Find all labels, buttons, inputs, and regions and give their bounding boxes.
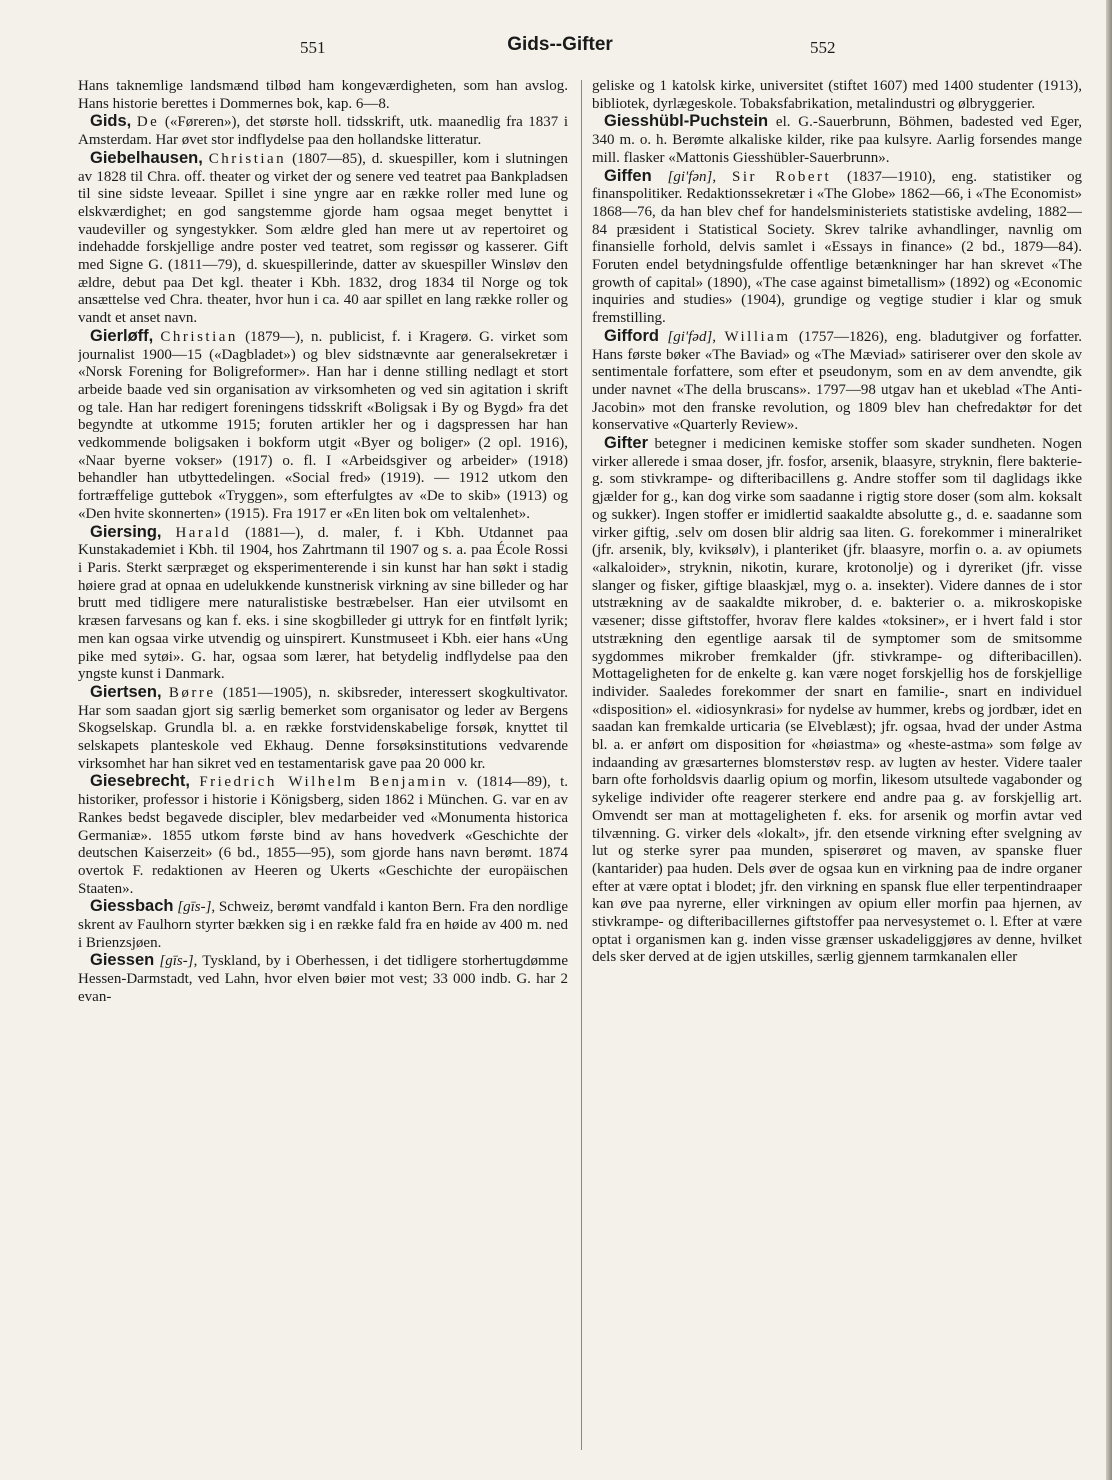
entry-text: (1879—), n. publicist, f. i Kragerø. G. virket som journalist 1900—15 («Dagbladet») og blev sidstnævnte aar generalsekretær i «Norsk Forening for Boligreformer». Han har i denne stilling nedlagt et stort arbeide baade ved sin organisation av virksomheten og ved sin agitation i skrift og tale. Han har redigert foreningens tidsskrift «Boligsak i By og Bygd» fra det begyndte at utkomme 1915; foruten artikler her og i dagspressen har han vedkommende boligsaken i bokform utgit «Byer og boliger» (2 opl. 1916), «Naar byerne vokser» (1917) o. fl. I «Arbeidsgiver og arbeider» (1918) behandler han utbyttedelingen. «Social fred» (1919). — 1912 utkom den fortræffelige guttebok «Tryggen», som efterfulgtes av «De to skib» (1913) og «Den hvite skonnerten» (1915). Fra 1917 er «En liten bok om veltalenhet».: [78, 328, 568, 522]
entry-text: , Schweiz, berømt vandfald i kanton Bern. Fra den nordlige skrent av Faulhorn styrter bækken sig i en række fald fra en høide av 400 m. ned i Brienzsjøen.: [78, 899, 568, 951]
dictionary-entry: Giffen [gi'fən], Sir Robert (1837—1910), eng. statistiker og finanspolitiker. Redaktionssekretær i «The Globe» 1862—66, i «The Economist» 1868—76, da han blev chef for handelsministeriets statistiske avdeling, 1882—84 præsident i Statistical Society. Skrev talrike avhandlinger, navnlig om finansielle forhold, delvis samlet i «Essays in finance» (2 bd., 1879—84). Foruten endel betydningsfulde offentlige betænkninger har han skrevet «The growth of capital» (1890), «The case against bimetallism» (1892) og «Economic inquiries and studies» (1904), grundige og vegtige studier i klar og smuk fremstilling.: [592, 166, 1082, 327]
dictionary-entry: [592, 435, 1082, 967]
dictionary-entry: [78, 898, 568, 952]
column-divider: [581, 80, 582, 1450]
entry-text: v. (1814—89), t. historiker, professor i historie i Königsberg, siden 1862 i München. G. var en av Rankes bedst begavede discipler, blev medarbeider ved «Monumenta historica Germaniæ». 1855 utkom første bind av hans hovedverk «Geschichte der deutschen Kaiserzeit» (6 bd., 1855—95), som gjorde hans navn berømt. 1874 overtok F. redaktionen av Heeren og Ukerts «Geschichte der europäischen Staaten».: [78, 774, 568, 897]
entry-text: Hans taknemlige landsmænd tilbød ham kongeværdigheten, som han avslog. Hans historie berettes i Dommernes bok, kap. 6—8.: [78, 78, 568, 112]
entry-person-name: De: [136, 114, 160, 131]
dictionary-entry: [78, 113, 568, 149]
entry-text: el. G.-Sauerbrunn, Böhmen, badested ved Eger, 340 m. o. h. Berømte alkaliske kilder, rike paa kulsyre. Aarlig forsendes mange mill. flasker «Mattonis Giesshübler-Sauerbrunn».: [592, 114, 1082, 166]
entry-person-name: Friedrich Wilhelm Benjamin: [199, 774, 448, 791]
right-column: [592, 78, 1082, 1463]
running-head: Gids--Gifter: [507, 34, 613, 55]
entry-headword: Gierløff,: [90, 326, 154, 345]
entry-headword: Gifter: [604, 434, 649, 453]
left-column: [78, 78, 568, 1463]
left-page-number: 551: [300, 38, 326, 57]
entry-text: betegner i medicinen kemiske stoffer som skader sundheten. Nogen virker allerede i smaa doser, jfr. fosfor, arsenik, blaasyre, stryknin, flere bakterie-g. som stivkrampe- og difteribacillens g. Andre stoffer som til daglidags ikke gjælder for g., kan dog virke som saadanne i rigtig store doser (som alm. koksalt og sukker). Ingen stoffer er imidlertid saakaldte absolutte g., d. e. saadanne som virker giftig, .selv om dosen blir aldrig saa liten. G. forekommer i mineralriket (jfr. arsenik, bly, kviksølv), i planteriket (jfr. blaasyre, morfin o. a. av opiumets «alkaloider», stryknin, nikotin, kurare, krotonolje) og i dyreriket (jfr. visse slanger og fisker, giftige blaaskjæl, myg o. a. insekter). Videre dannes de i stor utstrækning av de saakaldte mikrober, d. e. bakterier o. a. mikroskopiske væsener; disse giftstoffer, hvorav flere kaldes «toksiner», er i hvert fald i stor utstrækning den egentlige aarsak til de symptomer som de smitsomme sygdommes mikrober fremkalder (jfr. stivkrampe- og difteribacillen). Mottageligheten for de enkelte g. kan være noget forskjellig hos de forskjellige individer. Saaledes forekommer der snart en familie-, snart en individuel «disposition» el. «idiosynkrasi» for nydelse av hummer, krebs og jordbær, idet en saadan kan fremkalde urticaria (se Elveblæst); jfr. ogsaa, hvad der under Astma bl. a. er anført om disposition for «høiastma» og «heste-astma» som følge av indaanding av græsarternes blomsterstøv resp. av lugten av hester. Videre taaler barn ofte forholdsvis daarlig opium og morfin, likesom utsultede vagabonder og sykelige individer ofte reagerer sterkere end andre paa g. av forskjellig art. Omvendt ser man at mottageligheten f. eks. for arsenik og morfin avtar ved tilvænning. G. virker dels «lokalt», jfr. den etsende virkning efter svelgning av lut og sterke syrer paa munden, spiserøret og maven, av spanske fluer (kantarider) paa huden. Dels øver de ogsaa kun en virkning paa de indre organer efter at være optat i blodet; jfr. den virkning en spansk flue eller terpentindraaper kan øve paa nyrerne, eller virkningen av opium eller morfin paa hjernen, av stivkrampe- og difteribacillernes giftstoffer paa nervesystemet o. l. Efter at være optat i organismen kan g. inden visse grænser uskadeliggjøres av denne, hvilket dels sker derved at de igjen utskilles, særlig gjennem tarmkanalen eller: [592, 436, 1082, 966]
entry-person-name: William: [724, 328, 791, 345]
entry-text: (1837—1910), eng. statistiker og finanspolitiker. Redaktionssekretær i «The Globe» 1862—66, i «The Economist» 1868—76, da han blev chef for handelsministeriets statistiske avdeling, 1882—84 præsident i Statistical Society. Skrev talrike avhandlinger, navnlig om finansielle forhold, delvis samlet i «Essays in finance» (2 bd., 1879—84). Foruten endel betydningsfulde offentlige betænkninger har han skrevet «The growth of capital» (1890), «The case against bimetallism» (1892) og «Economic inquiries and studies» (1904), grundige og vegtige studier i klar og smuk fremstilling.: [592, 168, 1082, 327]
entry-person-name: Sir Robert: [732, 168, 832, 185]
entry-headword: Gids,: [90, 112, 132, 131]
dictionary-entry: [78, 684, 568, 774]
entry-text: geliske og 1 katolsk kirke, universitet (stiftet 1607) med 1400 studenter (1913), bibliotek, dyrlægeskole. Tobaksfabrikation, metalindustri og ølbryggerier.: [592, 78, 1082, 112]
entry-headword: Giessbach: [90, 897, 174, 916]
right-page-number: 552: [810, 38, 836, 57]
book-spine-edge: [1106, 0, 1112, 1480]
entry-headword: Giffen: [604, 166, 652, 185]
entry-headword: Giebelhausen,: [90, 148, 203, 167]
entry-continuation: [78, 78, 568, 113]
dictionary-entry: [78, 524, 568, 684]
entry-text: , Tyskland, by i Oberhessen, i det tidligere storhertugdømme Hessen-Darmstadt, ved Lahn, hvor elven bøier mot vest; 33 000 indb. G. har 2 evan-: [78, 953, 568, 1005]
entry-pronunciation: [gīs-]: [177, 899, 212, 916]
entry-person-name: Harald: [175, 524, 232, 541]
entry-headword: Giesebrecht,: [90, 772, 190, 791]
entry-continuation: [592, 78, 1082, 113]
entry-text: («Føreren»), det største holl. tidsskrift, utk. maanedlig fra 1837 i Amsterdam. Har øvet stor indflydelse paa den hollandske litteratur.: [78, 114, 568, 149]
entry-text: (1881—), d. maler, f. i Kbh. Utdannet paa Kunstakademiet i Kbh. til 1904, hos Zahrtmann til 1907 og s. a. paa École Rossi i Paris. Sterkt særpræget og eksperimenterende i sin kunst har han søkt i stadig høiere grad at opnaa en udelukkende kunstnerisk virkning av sine billeder og har brutt med tidligere mere naturalistiske bestræbelser. Han eier utvilsomt en kræsen farvesans og kan f. eks. i sine skogbilleder gi uttryk for en fintfølt lyrik; men kan ogsaa virke utvendig og uinspirert. Kunstmuseet i Kbh. eier hans «Ung pike med sytøi». G. har, ogsaa som lærer, hat betydelig indflydelse paa den yngste kunst i Danmark.: [78, 524, 568, 683]
page-header: [70, 30, 1050, 66]
entry-person-name: Christian: [208, 150, 287, 167]
entry-person-name: Børre: [168, 684, 216, 701]
entry-headword: Gifford: [604, 326, 659, 345]
entry-headword: Giessen: [90, 951, 155, 970]
entry-pronunciation: [gi'fəd]: [667, 328, 713, 345]
entry-pronunciation: [gīs-]: [159, 953, 194, 970]
entry-headword: Giesshübl-Puchstein: [604, 112, 769, 131]
entry-headword: Giertsen,: [90, 682, 162, 701]
entry-headword: Giersing,: [90, 522, 162, 541]
dictionary-entry: Gifford [gi'fəd], William (1757—1826), eng. bladutgiver og forfatter. Hans første bøker «The Baviad» og «The Mæviad» satiriserer over den skole av sentimentale forfattere, som efter et pseudonym, som en av dem anvendte, gik under navnet «The della bruscans». 1797—98 utgav han et ukeblad «The Anti-Jacobin» mot den franske revolution, og 1809 blev han chefredaktør for det konservative «Quarterly Review».: [592, 326, 1082, 434]
entry-pronunciation: [gi'fən]: [667, 168, 713, 185]
entry-text: (1851—1905), n. skibsreder, interessert skogkultivator. Har som saadan gjort sig særlig bemerket som organisator og leder av Bergens Skogselskap. Grundla bl. a. en række forstvidenskabelige forsøk, knyttet til selskapets planteskole ved Ekhaug. Denne forsøksinstitutions vedvarende virksomhet har han sikret ved en testamentarisk gave paa 20 000 kr.: [78, 684, 568, 772]
dictionary-entry: [78, 773, 568, 898]
entry-person-name: Christian: [160, 328, 238, 345]
entry-text: (1807—85), d. skuespiller, kom i slutningen av 1828 til Chra. off. theater og virket der og senere ved teatret paa Bankpladsen til sine sidste leveaar. Spillet i sine yngre aar en række roller med lune og elskværdighet; en god sangstemme gjorde ham ogsaa meget benyttet i vaudeviller og syngestykker. Som ældre gled han mere ut av repertoiret og indehadde forskjellige andre poster ved teatret, som regissør og kasserer. Gift med Signe G. (1811—79), d. skuespillerinde, datter av skuespiller Winsløv den ældre, debut paa Det kgl. theater i Kbh. 1832, drog 1834 til Norge og tok ansættelse ved Chra. theater, hvor hun i ca. 40 aar spillet en lang række roller og vandt et anset navn.: [78, 150, 568, 327]
dictionary-entry: [592, 113, 1082, 167]
dictionary-entry: [78, 952, 568, 1006]
dictionary-entry: [78, 328, 568, 524]
entry-text: (1757—1826), eng. bladutgiver og forfatter. Hans første bøker «The Baviad» og «The Mæviad» satiriserer over den skole av sentimentale forfattere, som efter et pseudonym, som en av dem anvendte, gik under navnet «The della bruscans». 1797—98 utgav han et ukeblad «The Anti-Jacobin» mot den franske revolution, og 1809 blev han chefredaktør for det konservative «Quarterly Review».: [592, 328, 1082, 434]
dictionary-entry: [78, 150, 568, 328]
